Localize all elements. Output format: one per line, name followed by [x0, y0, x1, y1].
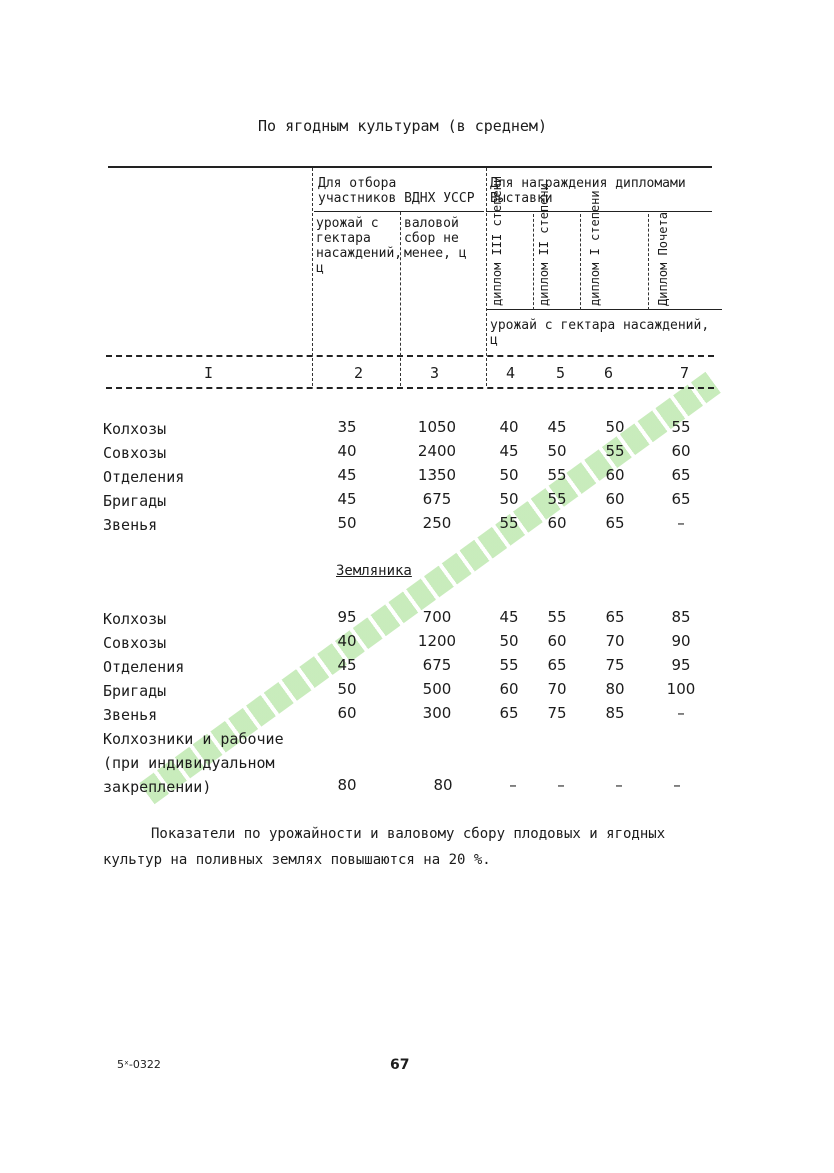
awards-unit-rule	[486, 309, 722, 310]
cell: –	[677, 704, 685, 722]
header-selection-group: Для отбора участников ВДНХ УССР	[318, 176, 475, 206]
cell: 50	[499, 632, 519, 650]
cell: 65	[671, 490, 691, 508]
cell: 65	[671, 466, 691, 484]
cell: 45	[337, 466, 357, 484]
cell: 65	[605, 608, 625, 626]
colnum-7: 7	[680, 364, 690, 382]
header-bottom-rule	[106, 355, 714, 357]
row-label: Совхозы	[103, 444, 167, 462]
row-label: Отделения	[103, 658, 185, 676]
cell: 45	[499, 608, 519, 626]
divider-col3	[486, 168, 487, 386]
cell: 50	[337, 680, 357, 698]
colnum-1: I	[204, 364, 214, 382]
colnum-3: 3	[430, 364, 440, 382]
cell: 65	[499, 704, 519, 722]
cell: 75	[605, 656, 625, 674]
cell: 75	[547, 704, 567, 722]
cell: 1350	[417, 466, 457, 484]
header-col5: диплом II степени	[537, 183, 551, 306]
cell: 500	[422, 680, 452, 698]
cell: 60	[605, 490, 625, 508]
cell: 55	[671, 418, 691, 436]
colnum-6: 6	[604, 364, 614, 382]
cell: 2400	[417, 442, 457, 460]
cell: –	[615, 776, 623, 794]
cell: 100	[666, 680, 696, 698]
cell: 80	[605, 680, 625, 698]
cell: –	[677, 514, 685, 532]
cell: 95	[337, 608, 357, 626]
note-paragraph: Показатели по урожайности и валовому сбору плодовых и ягодных культур на поливных землях повышаются на 20 %.	[103, 826, 666, 868]
colnum-bottom-rule	[106, 387, 714, 389]
colnum-2: 2	[354, 364, 364, 382]
cell: 80	[433, 776, 453, 794]
footer-code: 5ˣ-0322	[117, 1058, 161, 1071]
cell: 55	[547, 490, 567, 508]
page-number: 67	[390, 1057, 410, 1073]
cell: 40	[499, 418, 519, 436]
cell: 55	[547, 466, 567, 484]
cell: 50	[547, 442, 567, 460]
row-label: Колхозы	[103, 420, 167, 438]
header-col6: диплом I степени	[588, 190, 602, 306]
header-awards-unit: урожай с гектара насаждений, ц	[490, 318, 710, 348]
header-col4: диплом III степени	[490, 175, 504, 306]
cell: 85	[605, 704, 625, 722]
cell: 60	[671, 442, 691, 460]
divider-col1	[312, 168, 313, 386]
cell: 675	[422, 490, 452, 508]
row-label-line: закреплении)	[103, 778, 212, 796]
header-col7: Диплом Почета	[656, 212, 670, 306]
cell: 45	[547, 418, 567, 436]
header-col3: валовой сбор не менее, ц	[404, 216, 467, 261]
divider-col5	[580, 214, 581, 310]
cell: 40	[337, 632, 357, 650]
cell: 700	[422, 608, 452, 626]
cell: 45	[337, 490, 357, 508]
cell: 85	[671, 608, 691, 626]
cell: 90	[671, 632, 691, 650]
table-top-rule	[108, 166, 712, 168]
selection-group-rule	[314, 211, 484, 212]
row-label: Отделения	[103, 468, 185, 486]
cell: 70	[605, 632, 625, 650]
section-title-strawberry: Земляника	[336, 563, 412, 579]
row-label: Совхозы	[103, 634, 167, 652]
row-label: Бригады	[103, 492, 167, 510]
divider-col6	[648, 214, 649, 310]
row-label: Звенья	[103, 706, 158, 724]
cell: 65	[605, 514, 625, 532]
colnum-4: 4	[506, 364, 516, 382]
row-label: Звенья	[103, 516, 158, 534]
cell: 50	[337, 514, 357, 532]
cell: 50	[605, 418, 625, 436]
cell: 60	[337, 704, 357, 722]
cell: 55	[499, 656, 519, 674]
header-awards-group: Для награждения дипломами Выставки	[490, 176, 686, 206]
cell: 60	[547, 514, 567, 532]
row-label-line: Колхозники и рабочие	[103, 730, 284, 748]
row-label-line: (при индивидуальном	[103, 754, 275, 772]
cell: –	[509, 776, 517, 794]
cell: 60	[547, 632, 567, 650]
page-title: По ягодным культурам (в среднем)	[258, 117, 547, 135]
cell: –	[673, 776, 681, 794]
row-label: Колхозы	[103, 610, 167, 628]
cell: 50	[499, 466, 519, 484]
cell: 250	[422, 514, 452, 532]
cell: 55	[605, 442, 625, 460]
cell: –	[557, 776, 565, 794]
cell: 675	[422, 656, 452, 674]
cell: 1050	[417, 418, 457, 436]
divider-col4	[533, 214, 534, 310]
cell: 35	[337, 418, 357, 436]
colnum-5: 5	[556, 364, 566, 382]
cell: 45	[337, 656, 357, 674]
row-label: Бригады	[103, 682, 167, 700]
cell: 40	[337, 442, 357, 460]
cell: 65	[547, 656, 567, 674]
cell: 55	[499, 514, 519, 532]
cell: 300	[422, 704, 452, 722]
divider-col2	[400, 212, 401, 386]
cell: 60	[605, 466, 625, 484]
cell: 50	[499, 490, 519, 508]
cell: 1200	[417, 632, 457, 650]
header-col2: урожай с гектара насаждений, ц	[316, 216, 403, 276]
cell: 55	[547, 608, 567, 626]
cell: 60	[499, 680, 519, 698]
cell: 95	[671, 656, 691, 674]
cell: 45	[499, 442, 519, 460]
cell: 80	[337, 776, 357, 794]
cell: 70	[547, 680, 567, 698]
